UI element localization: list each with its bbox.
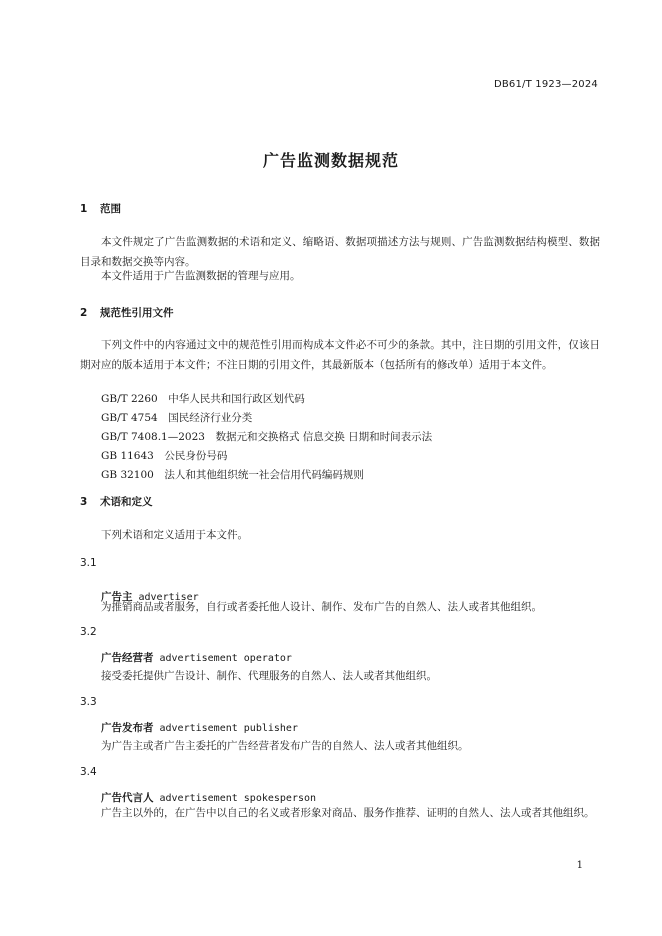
- term-heading: [101, 720, 298, 735]
- section-title: 术语和定义: [100, 496, 153, 508]
- clause-number: 3.3: [80, 696, 97, 708]
- reference-item: GB 32100 法人和其他组织统一社会信用代码编码规则: [101, 469, 364, 481]
- clause-number: 3.1: [80, 557, 97, 569]
- section-title: 规范性引用文件: [100, 307, 174, 319]
- section-number: 3: [80, 496, 88, 508]
- section-3-heading: [80, 494, 153, 509]
- reference-item: GB 11643 公民身份号码: [101, 450, 228, 462]
- standard-code: DB61/T 1923—2024: [493, 79, 598, 90]
- term-english: advertisement spokesperson: [159, 793, 317, 804]
- clause-number: 3.2: [80, 626, 97, 638]
- term-english: advertisement operator: [159, 653, 292, 664]
- document-title: 广告监测数据规范: [262, 151, 399, 170]
- section-number: 2: [80, 307, 88, 319]
- scope-paragraph: 本文件规定了广告监测数据的术语和定义、缩略语、数据项描述方法与规则、广告监测数据结构模型、数据目录和数据交换等内容。: [80, 236, 600, 268]
- section-number: 1: [80, 203, 88, 215]
- term-definition: 为广告主或者广告主委托的广告经营者发布广告的自然人、法人或者其他组织。: [101, 740, 469, 752]
- page-number: 1: [576, 860, 583, 871]
- reference-item: GB/T 4754 国民经济行业分类: [101, 412, 253, 424]
- reference-item: GB/T 2260 中华人民共和国行政区划代码: [101, 393, 305, 405]
- term-chinese: 广告代言人: [101, 792, 154, 804]
- term-chinese: 广告发布者: [101, 722, 154, 734]
- section-1-heading: [80, 201, 121, 216]
- term-definition: 接受委托提供广告设计、制作、代理服务的自然人、法人或者其他组织。: [101, 670, 437, 682]
- term-heading: [101, 650, 292, 665]
- section-2-heading: [80, 305, 174, 320]
- term-chinese: 广告主: [101, 591, 133, 603]
- term-chinese: 广告经营者: [101, 652, 154, 664]
- scope-applicability: 本文件适用于广告监测数据的管理与应用。: [101, 270, 301, 282]
- section-title: 范围: [100, 203, 121, 215]
- normative-references-intro: 下列文件中的内容通过文中的规范性引用而构成本文件必不可少的条款。其中，注日期的引用文件，仅该日期对应的版本适用于本文件；不注日期的引用文件，其最新版本（包括所有的修改单）适用于本文件。: [80, 339, 600, 371]
- term-english: advertisement publisher: [159, 723, 298, 734]
- term-heading: [101, 790, 316, 805]
- reference-item: GB/T 7408.1—2023 数据元和交换格式 信息交换 日期和时间表示法: [101, 431, 433, 443]
- term-definition: 为推销商品或者服务，自行或者委托他人设计、制作、发布广告的自然人、法人或者其他组织。: [101, 601, 542, 613]
- term-definition: 广告主以外的，在广告中以自己的名义或者形象对商品、服务作推荐、证明的自然人、法人或者其他组织。: [101, 807, 595, 819]
- terms-intro: 下列术语和定义适用于本文件。: [101, 529, 248, 541]
- term-english: advertiser: [138, 592, 199, 603]
- clause-number: 3.4: [80, 766, 97, 778]
